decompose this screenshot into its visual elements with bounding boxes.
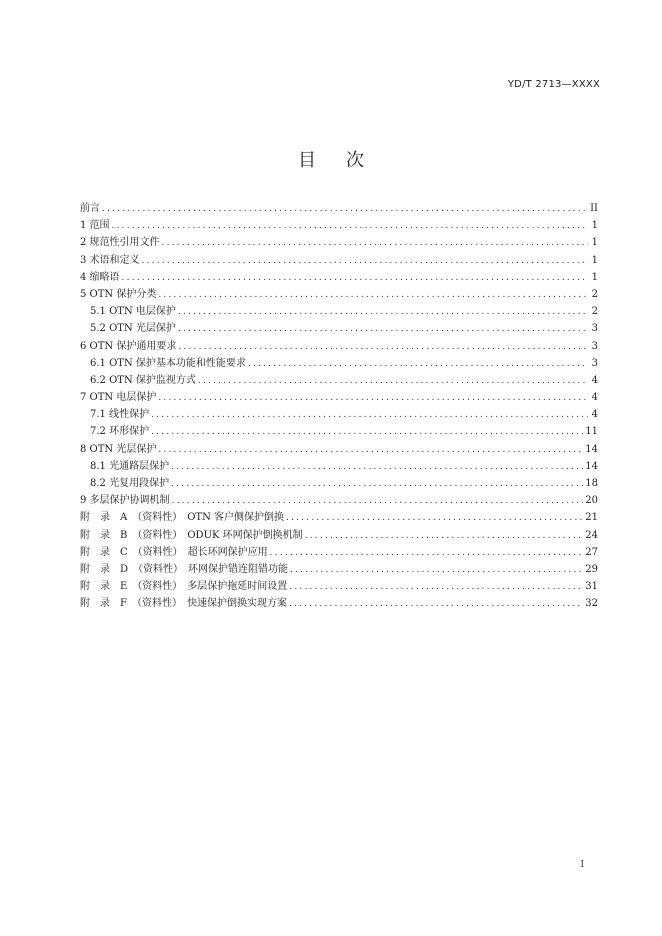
toc-entry[interactable] [80, 338, 598, 355]
toc-dot-leader [289, 596, 583, 613]
toc-dot-leader [158, 442, 583, 459]
toc-entry[interactable] [80, 527, 598, 544]
toc-entry[interactable] [80, 578, 598, 595]
toc-entry-label: 7.2 环形保护 [90, 426, 150, 438]
toc-dot-leader [151, 424, 583, 441]
toc-entry[interactable] [80, 423, 598, 440]
toc-entry[interactable] [80, 509, 598, 526]
toc-entry[interactable] [80, 217, 598, 234]
toc-entry-label: 附 录 D （资料性） 环网保护错连阻错功能 [80, 563, 289, 575]
toc-entry-label: 6.1 OTN 保护基本功能和性能要求 [90, 357, 246, 369]
toc-entry[interactable] [80, 389, 598, 406]
toc-dot-leader [102, 201, 588, 218]
toc-entry-page: 14 [585, 460, 598, 472]
toc-dot-leader [158, 287, 588, 304]
toc-entry-label: 3 术语和定义 [80, 254, 140, 266]
toc-entry-label: 6 OTN 保护通用要求 [80, 340, 177, 352]
toc-dot-leader [178, 339, 588, 356]
table-of-contents [80, 200, 598, 613]
toc-entry-page: 27 [585, 546, 598, 558]
toc-entry[interactable] [80, 544, 598, 561]
toc-dot-leader [178, 304, 588, 321]
toc-entry-page: 4 [591, 374, 598, 386]
toc-entry[interactable] [80, 355, 598, 372]
toc-entry-page: 14 [585, 443, 598, 455]
toc-entry-page: 20 [585, 495, 598, 507]
toc-entry[interactable] [80, 286, 598, 303]
toc-entry-label: 8 OTN 光层保护 [80, 443, 157, 455]
toc-dot-leader [122, 270, 588, 287]
toc-entry-label: 附 录 B （资料性） ODUK 环网保护倒换机制 [80, 529, 303, 541]
toc-dot-leader [290, 562, 583, 579]
toc-entry[interactable] [80, 441, 598, 458]
toc-dot-leader [162, 235, 588, 252]
toc-entry-page: 1 [591, 220, 598, 232]
toc-entry-page: 3 [591, 340, 598, 352]
toc-entry[interactable] [80, 252, 598, 269]
toc-entry-page: 1 [591, 254, 598, 266]
toc-dot-leader [270, 545, 584, 562]
toc-entry-label: 7 OTN 电层保护 [80, 392, 157, 404]
toc-entry-label: 附 录 C （资料性） 超长环网保护应用 [80, 546, 268, 558]
toc-dot-leader [112, 218, 588, 235]
toc-entry[interactable] [80, 372, 598, 389]
toc-entry[interactable] [80, 458, 598, 475]
toc-entry-label: 附 录 E （资料性） 多层保护拖延时间设置 [80, 581, 288, 593]
toc-entry-label: 前言 [80, 203, 100, 214]
toc-entry[interactable] [80, 269, 598, 286]
toc-entry-label: 7.1 线性保护 [90, 409, 150, 421]
toc-dot-leader [178, 321, 588, 338]
toc-entry-label: 2 规范性引用文件 [80, 237, 160, 249]
toc-title: 目次 [298, 150, 394, 171]
toc-dot-leader [172, 493, 584, 510]
toc-entry-page: 32 [585, 598, 598, 610]
toc-entry-page: 2 [591, 306, 598, 318]
toc-entry[interactable] [80, 320, 598, 337]
toc-entry-label: 附 录 A （资料性） OTN 客户侧保护倒换 [80, 512, 285, 524]
toc-entry-page: 24 [585, 529, 598, 541]
toc-dot-leader [158, 390, 588, 407]
toc-dot-leader [142, 253, 588, 270]
toc-entry-label: 附 录 F （资料性） 快速保护倒换实现方案 [80, 598, 287, 610]
toc-entry-page: 4 [591, 392, 598, 404]
toc-entry-page: 31 [585, 581, 598, 593]
toc-entry-label: 5.1 OTN 电层保护 [90, 306, 176, 318]
toc-dot-leader [198, 373, 588, 390]
toc-dot-leader [289, 579, 583, 596]
toc-entry-page: 11 [585, 426, 598, 438]
toc-entry[interactable] [80, 406, 598, 423]
document-code: YD/T 2713—XXXX [507, 79, 600, 90]
toc-entry-label: 8.2 光复用段保护 [90, 478, 170, 489]
toc-dot-leader [248, 356, 588, 373]
toc-entry-page: 3 [591, 323, 598, 335]
toc-dot-leader [286, 510, 583, 527]
toc-entry-label: 4 缩略语 [80, 271, 120, 283]
toc-entry[interactable] [80, 595, 598, 612]
toc-entry-page: 18 [585, 478, 598, 489]
toc-entry-label: 1 范围 [80, 220, 110, 232]
toc-entry-label: 6.2 OTN 保护监视方式 [90, 374, 196, 386]
toc-entry-page: 3 [591, 357, 598, 369]
toc-entry-page: II [590, 203, 598, 214]
toc-entry-page: 2 [591, 288, 598, 300]
toc-entry-label: 5.2 OTN 光层保护 [90, 323, 176, 335]
toc-entry-label: 9 多层保护协调机制 [80, 495, 170, 507]
toc-entry-page: 21 [585, 512, 598, 524]
toc-entry[interactable] [80, 234, 598, 251]
toc-entry-page: 1 [591, 271, 598, 283]
toc-dot-leader [305, 528, 584, 545]
toc-entry[interactable] [80, 492, 598, 509]
toc-entry-page: 29 [585, 563, 598, 575]
toc-entry[interactable] [80, 200, 598, 217]
toc-dot-leader [171, 459, 583, 476]
toc-entry[interactable] [80, 561, 598, 578]
toc-entry-page: 1 [591, 237, 598, 249]
toc-dot-leader [151, 407, 588, 424]
toc-entry[interactable] [80, 475, 598, 492]
page-number: I [580, 860, 584, 870]
toc-entry[interactable] [80, 303, 598, 320]
toc-entry-label: 5 OTN 保护分类 [80, 288, 157, 300]
toc-entry-page: 4 [591, 409, 598, 421]
toc-dot-leader [171, 476, 583, 493]
toc-entry-label: 8.1 光通路层保护 [90, 460, 170, 472]
